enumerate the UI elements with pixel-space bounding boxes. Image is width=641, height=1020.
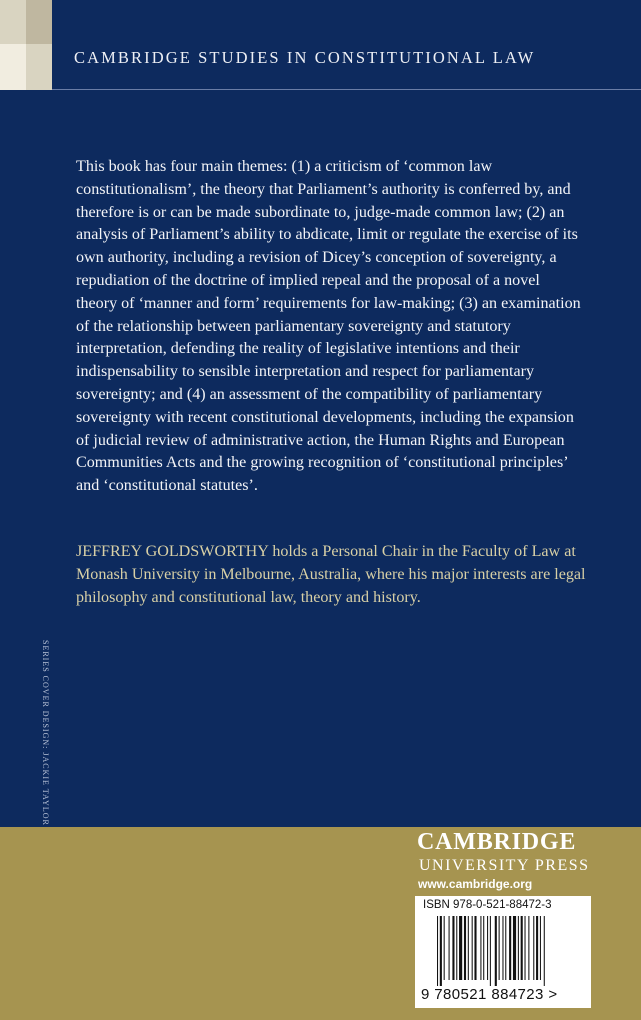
isbn-label: ISBN 978-0-521-88472-3 — [423, 899, 552, 911]
publisher-subtitle: UNIVERSITY PRESS — [419, 857, 590, 874]
cover-design-credit: SERIES COVER DESIGN: JACKIE TAYLOR — [41, 640, 50, 826]
author-bio: JEFFREY GOLDSWORTHY holds a Personal Chair in the Faculty of Law at Monash University in Melbourne, Australia, where his major interests are legal philosophy and constitutional law, theory and history. — [76, 543, 586, 606]
publisher-name: CAMBRIDGE — [417, 829, 577, 855]
corner-decoration-accent — [0, 44, 26, 90]
barcode-icon — [437, 916, 583, 986]
header-rule — [52, 89, 641, 90]
book-description: This book has four main themes: (1) a criticism of ‘common law constitutionalism’, the theory that Parliament’s authority is conferred by, and therefore is or can be made subordinate to, judge-made common law; (2) an analysis of Parliament’s ability to abdicate, limit or regulate the exercise of its own authority, including a revision of Dicey’s conception of sovereignty, a repudiation of the doctrine of implied repeal and the proposal of a novel theory of ‘manner and form’ requirements for law-making; (3) an examination of the relationship between parliamentary sovereignty and statutory interpretation, defending the reality of legislative intentions and their indispensability to sensible interpretation and respect for parliamentary sovereignty; and (4) an assessment of the compatibility of parliamentary sovereignty with recent constitutional developments, including the expansion of judicial review of administrative action, the Human Rights and European Communities Acts and the growing recognition of ‘constitutional principles’ and ‘constitutional statutes’. — [76, 158, 581, 495]
barcode-digits: 9 780521 884723 > — [421, 986, 558, 1003]
publisher-url: www.cambridge.org — [418, 877, 533, 891]
corner-decoration-mid — [26, 0, 52, 44]
series-title: CAMBRIDGE STUDIES IN CONSTITUTIONAL LAW — [74, 48, 536, 67]
